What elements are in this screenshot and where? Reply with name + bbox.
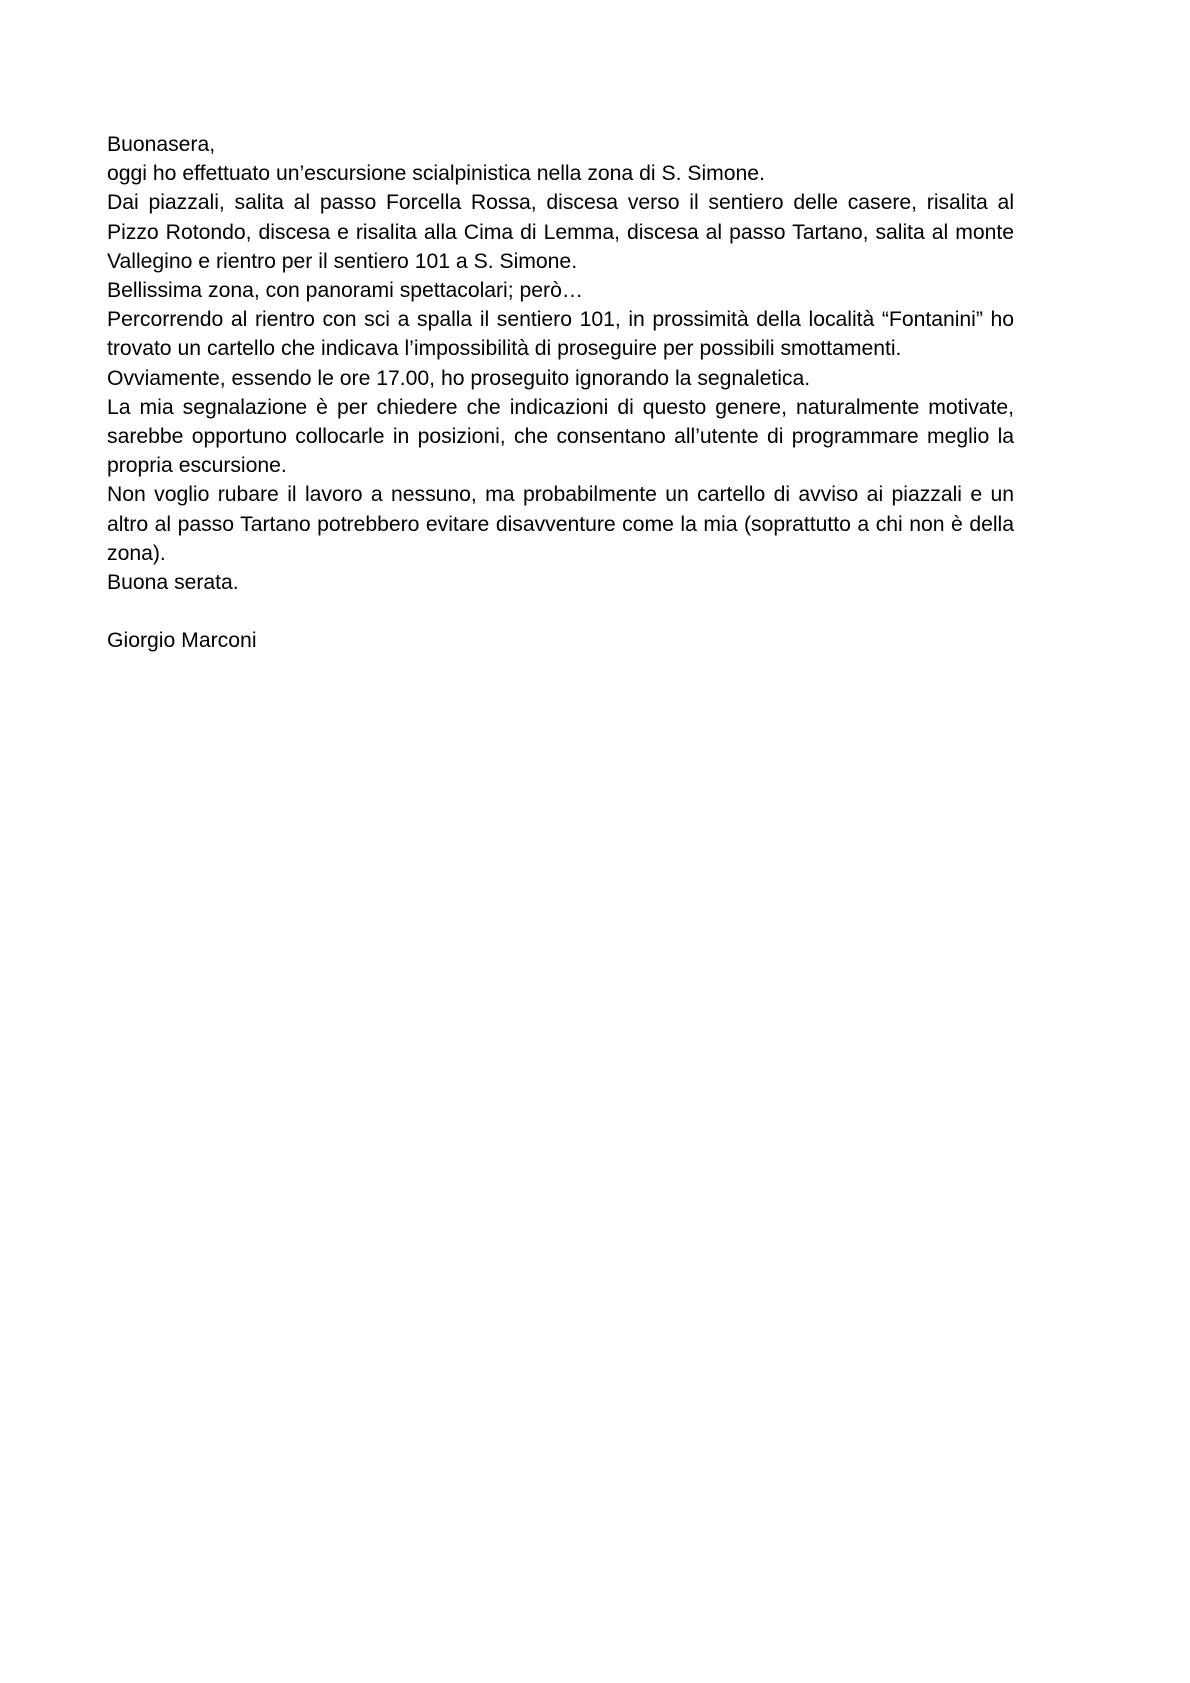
letter-body <box>107 130 1014 656</box>
signature-name: Giorgio Marconi <box>107 629 257 653</box>
signature-block <box>107 626 1014 655</box>
intro-line: oggi ho effettuato un’escursione scialpinistica nella zona di S. Simone. <box>107 162 765 186</box>
incident-paragraph: Percorrendo al rientro con sci a spalla il sentiero 101, in prossimità della località “Fontanini” ho trovato un cartello che indicava l’impossibilità di proseguire per possibili smottamenti. <box>107 308 1014 361</box>
request-paragraph: La mia segnalazione è per chiedere che indicazioni di questo genere, naturalmente motivate, sarebbe opportuno collocarle in posizioni, che consentano all’utente di programmare meglio la propria escursione. <box>107 395 1014 478</box>
suggestion-paragraph: Non voglio rubare il lavoro a nessuno, ma probabilmente un cartello di avviso ai piazzali e un altro al passo Tartano potrebbero evitare disavventure come la mia (soprattutto a chi non è della zona). <box>107 483 1014 565</box>
praise-line: Bellissima zona, con panorami spettacolari; però… <box>107 279 583 303</box>
route-paragraph: Dai piazzali, salita al passo Forcella Rossa, discesa verso il sentiero delle casere, risalita al Pizzo Rotondo, discesa e risalita alla Cima di Lemma, discesa al passo Tartano, salita al monte Vallegino e rientro per il sentiero 101 a S. Simone. <box>107 191 1014 273</box>
time-note-line: Ovviamente, essendo le ore 17.00, ho proseguito ignorando la segnaletica. <box>107 366 811 390</box>
greeting-line: Buonasera, <box>107 133 216 156</box>
closing-line: Buona serata. <box>107 571 239 595</box>
